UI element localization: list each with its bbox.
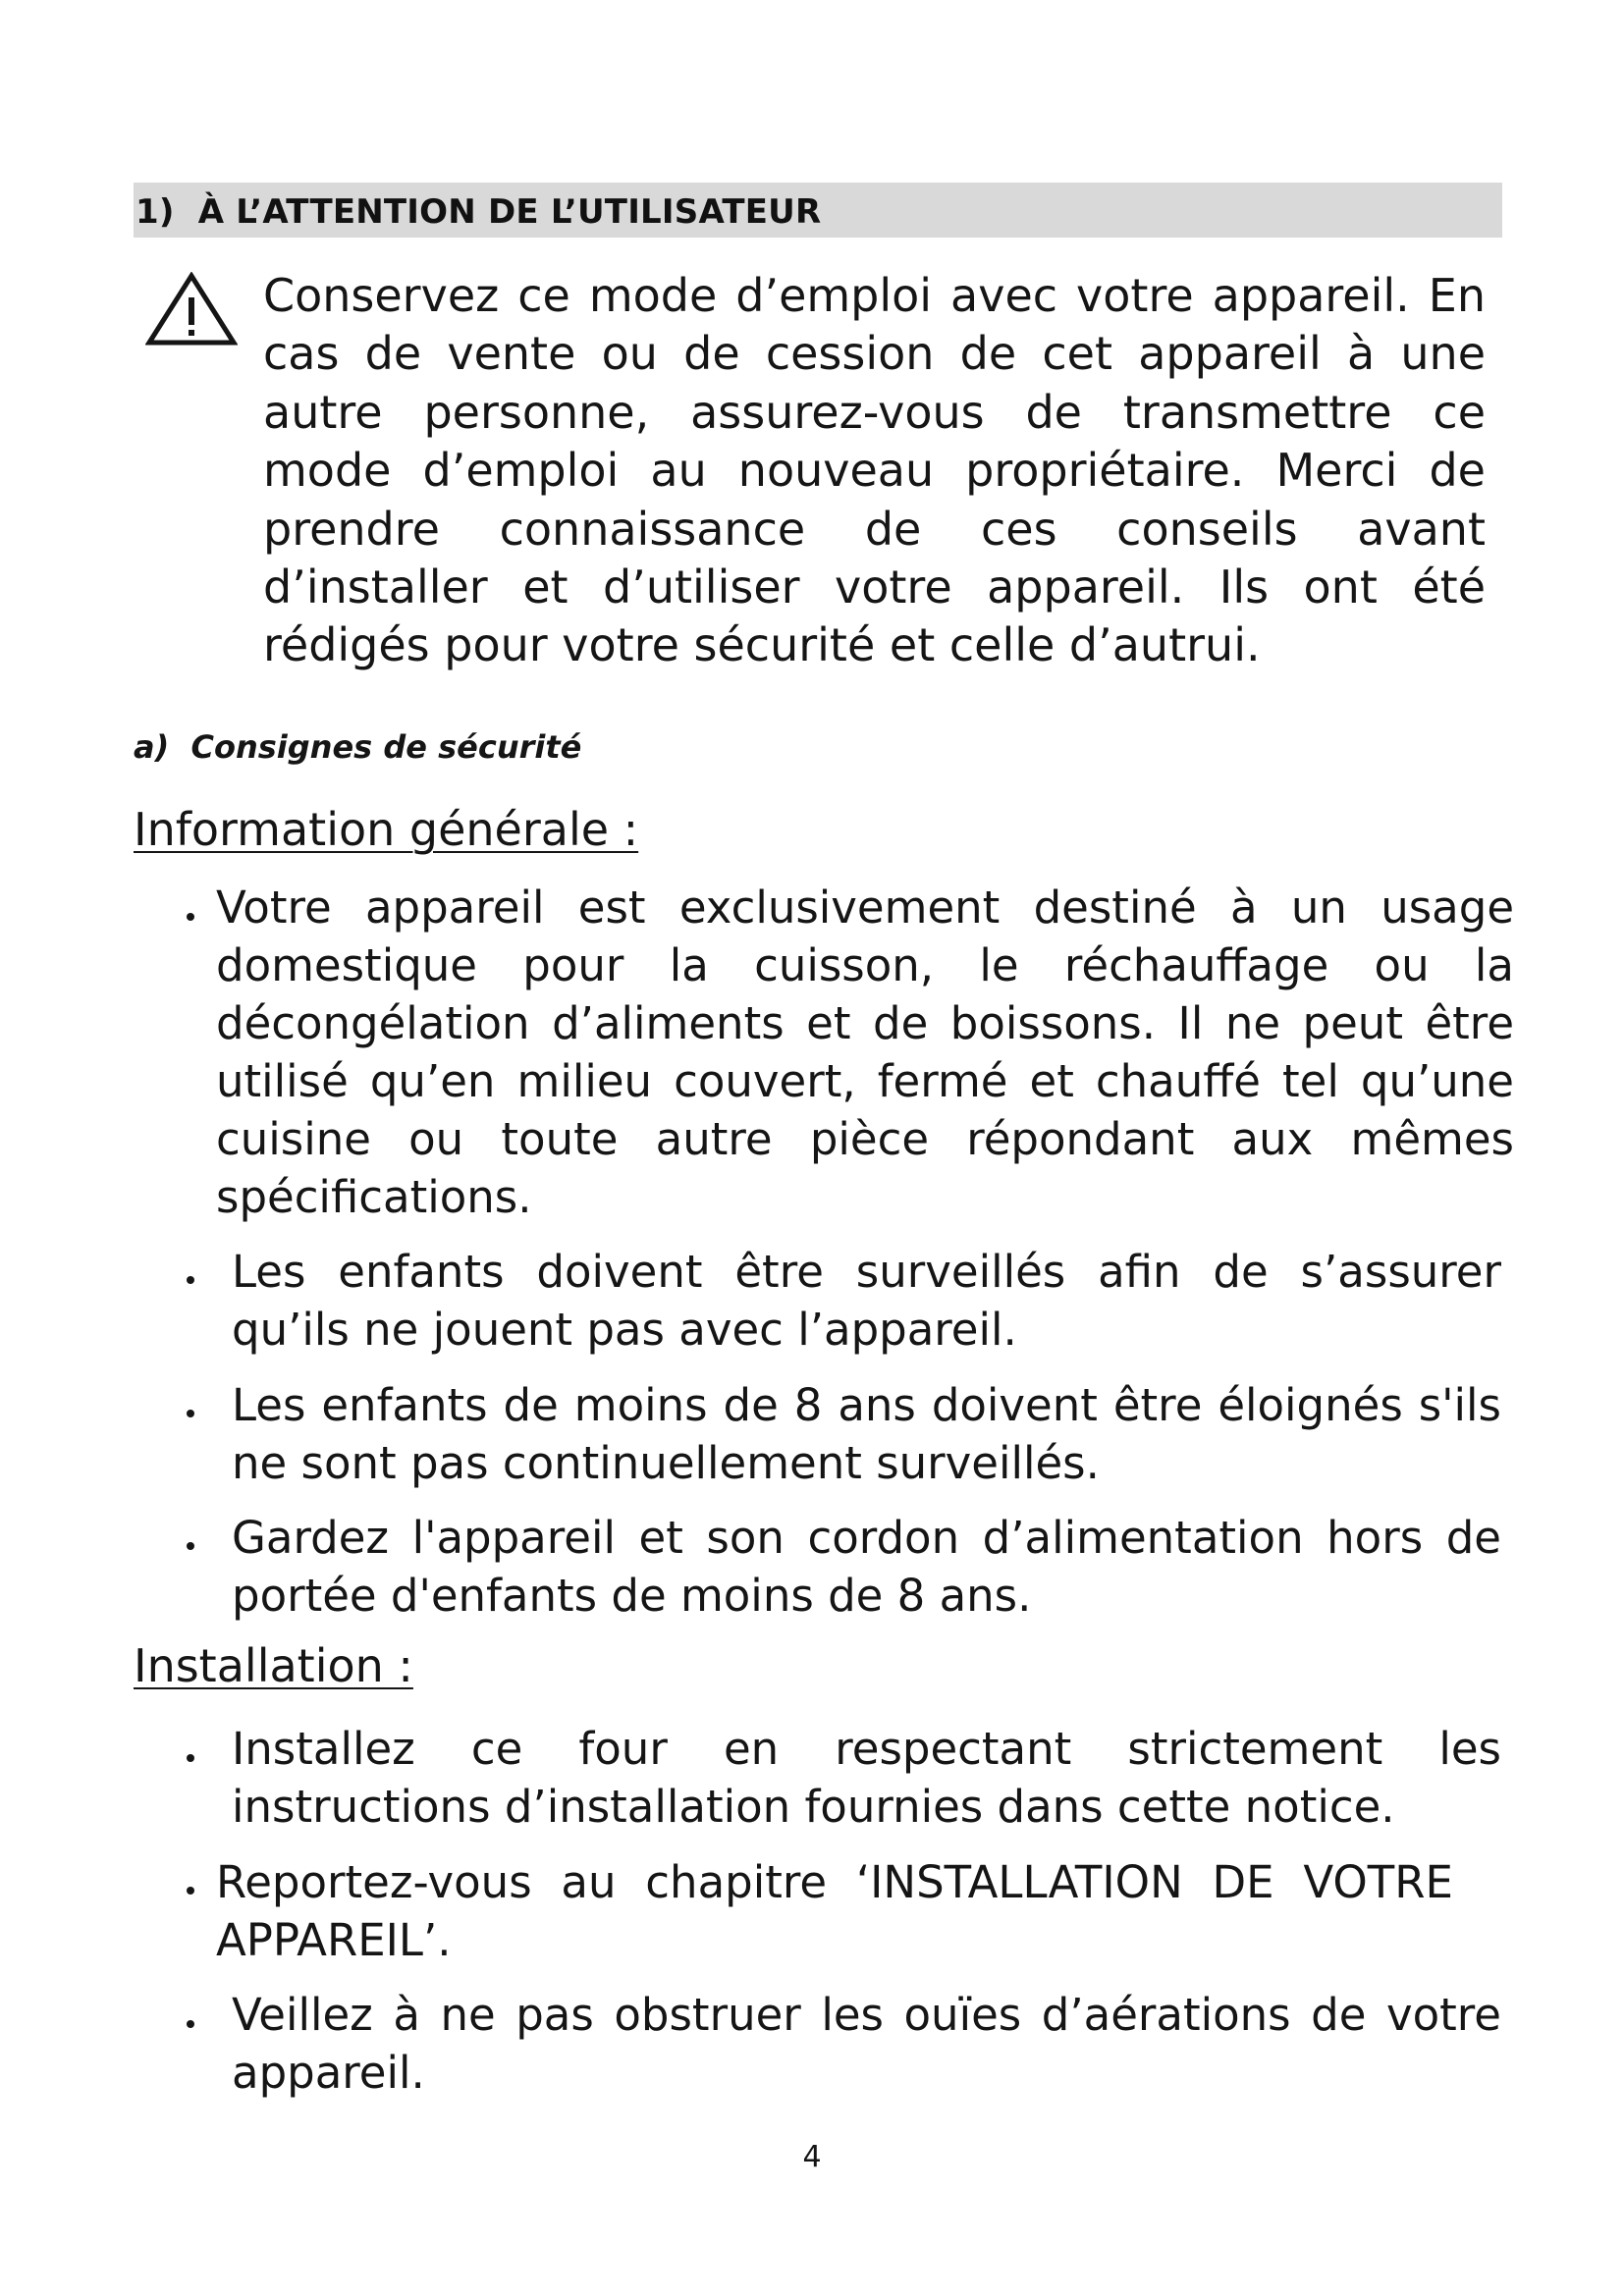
list-item: Installez ce four en respectant strictement les instructions d’installation fournies dans cette notice.	[232, 1723, 1501, 1833]
list-item: Votre appareil est exclusivement destiné à un usage domestique pour la cuisson, le réchauffage ou la décongélation d’aliments et de boissons. Il ne peut être utilisé qu’en milieu couvert, fermé et chauffé tel qu’une cuisine ou toute autre pièce répondant aux mêmes spécifications.	[216, 881, 1514, 1223]
bullet-icon	[187, 1754, 194, 1762]
bullet-icon	[187, 1887, 194, 1895]
list-item: Veillez à ne pas obstruer les ouïes d’aérations de votre appareil.	[232, 1989, 1501, 2099]
list-item: Les enfants de moins de 8 ans doivent être éloignés s'ils ne sont pas continuellement surveillés.	[232, 1379, 1501, 1489]
bullet-icon	[187, 1410, 194, 1417]
page-number: 4	[802, 2140, 822, 2174]
section-title: 1) À L’ATTENTION DE L’UTILISATEUR	[135, 192, 822, 232]
bullet-icon	[187, 1542, 194, 1550]
section-header	[134, 183, 1502, 238]
heading-installation: Installation :	[134, 1639, 413, 1692]
subsection-title: a) Consignes de sécurité	[134, 728, 582, 766]
intro-paragraph: Conservez ce mode d’emploi avec votre appareil. En cas de vente ou de cession de cet appareil à une autre personne, assurez-vous de transmettre ce mode d’emploi au nouveau propriétaire. Merci de prendre connaissance de ces conseils avant d’installer et d’utiliser votre appareil. Ils ont été rédigés pour votre sécurité et celle d’autrui.	[263, 269, 1486, 672]
warning-triangle-icon	[145, 272, 238, 347]
list-item: Les enfants doivent être surveillés afin de s’assurer qu’ils ne jouent pas avec l’appareil.	[232, 1246, 1501, 1356]
list-item: Gardez l'appareil et son cordon d’alimentation hors de portée d'enfants de moins de 8 ans.	[232, 1512, 1501, 1622]
bullet-icon	[187, 2020, 194, 2028]
heading-general-information: Information générale :	[134, 803, 639, 856]
list-item: Reportez-vous au chapitre ‘INSTALLATION DE VOTRE APPAREIL’.	[216, 1856, 1453, 1966]
bullet-icon	[187, 913, 194, 921]
bullet-icon	[187, 1276, 194, 1284]
